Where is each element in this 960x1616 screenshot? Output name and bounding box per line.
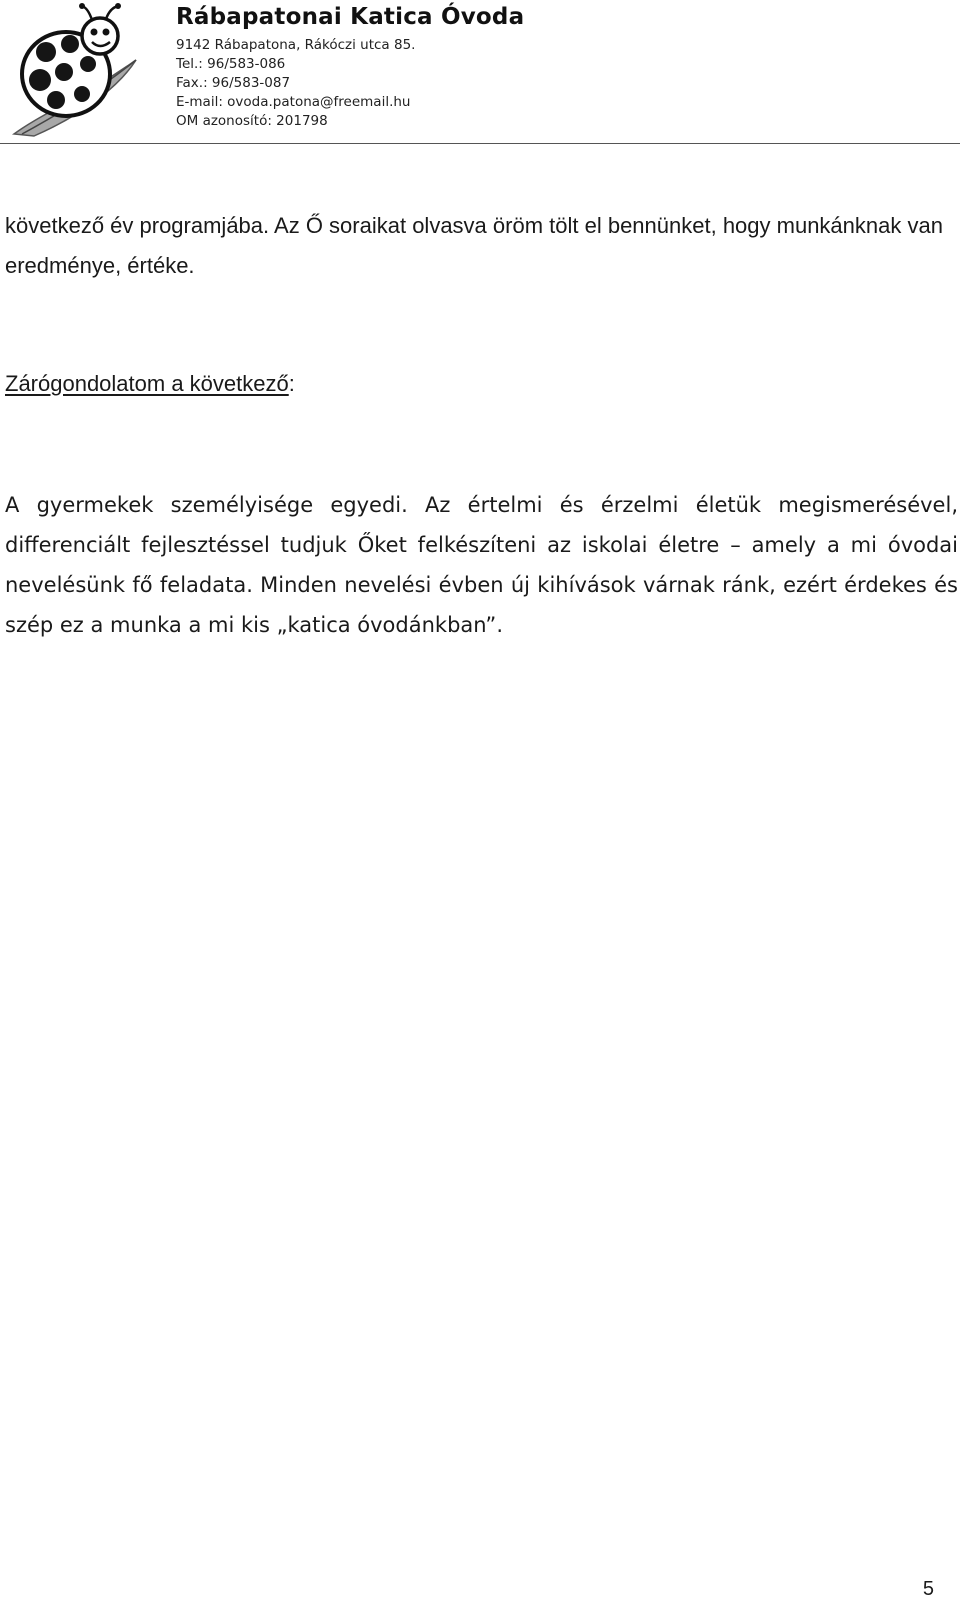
closing-thoughts-heading-text: Zárógondolatom a következő (5, 371, 289, 396)
closing-thoughts-heading-colon: : (288, 371, 295, 396)
page-number: 5 (922, 1578, 934, 1600)
organization-phone: Tel.: 96/583-086 (176, 56, 286, 72)
header-divider (0, 143, 960, 144)
paragraph-closing: A gyermekek személyisége egyedi. Az értelmi és érzelmi életük megismerésével, differenciált fejlesztéssel tudjuk Őket felkészíteni az iskolai életre – amely a mi óvodai nevelésünk fő feladata. Minden nevelési évben új kihívások várnak ránk, ezért érdekes és szép ez a munka a mi kis „katica óvodánkban”. (5, 493, 958, 637)
organization-name: Rábapatonai Katica Óvoda (176, 4, 525, 30)
page-header (0, 0, 960, 146)
paragraph-intro: következő év programjába. Az Ő soraikat olvasva öröm tölt el bennünket, hogy munkánknak van eredménye, értéke. (5, 213, 943, 278)
organization-info (176, 4, 524, 131)
organization-fax: Fax.: 96/583-087 (176, 75, 291, 91)
closing-thoughts-heading (5, 367, 295, 401)
ladybug-logo-icon (4, 2, 154, 140)
organization-email: E-mail: ovoda.patona@freemail.hu (176, 94, 411, 110)
organization-address: 9142 Rábapatona, Rákóczi utca 85. (176, 37, 416, 53)
organization-om-id: OM azonosító: 201798 (176, 113, 328, 129)
